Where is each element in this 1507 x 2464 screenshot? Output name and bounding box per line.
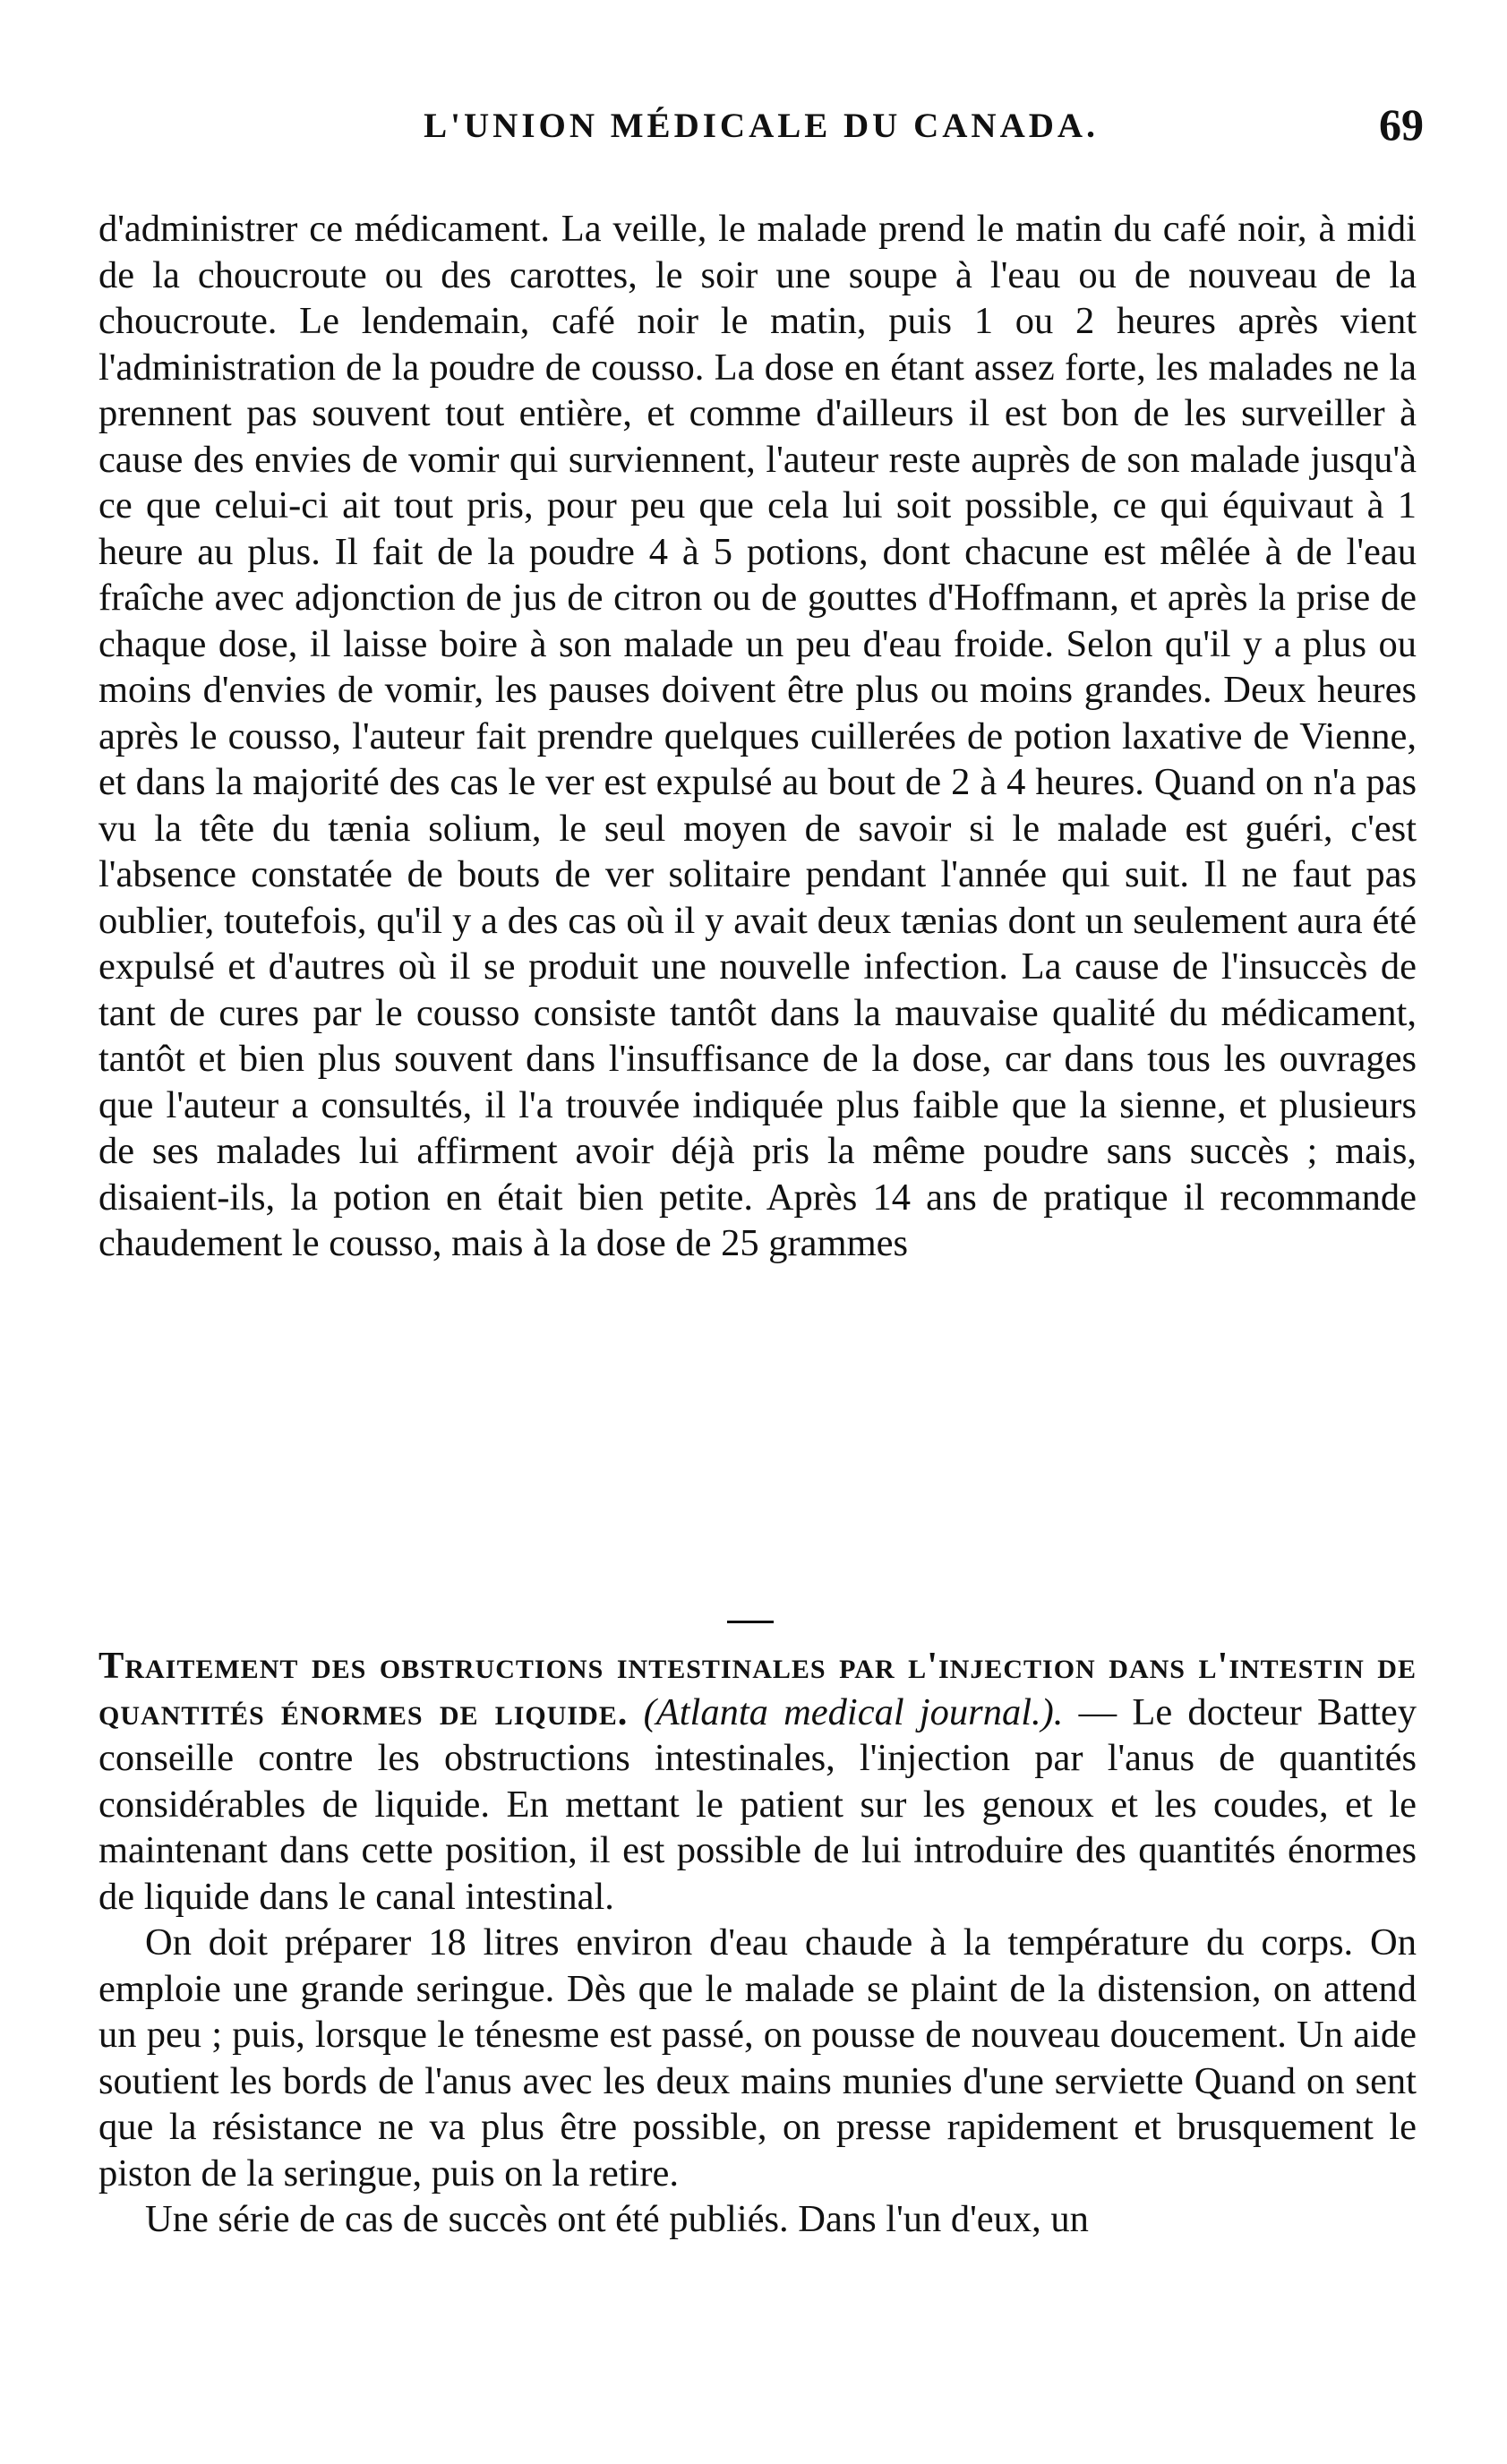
- page-header: [98, 98, 1424, 152]
- page-number: 69: [1379, 99, 1424, 150]
- section-heading: Traitement des obstructions intestinales par l'injection dans l'intestin de quantités énormes de liquide.: [98, 1645, 1417, 1733]
- section-source: (Atlanta medical journal.).: [643, 1690, 1064, 1733]
- section-intro-text: — Le docteur Battey conseille contre les obstructions intestinales, l'injection par l'anus de quantités considérables de liquide. En mettant le patient sur les genoux et les coudes, et le maintenant dans cette position, il est possible de lui introduire des quantités énormes de liquide dans le canal intestinal.: [98, 1690, 1417, 1918]
- section-divider: [727, 1621, 774, 1623]
- body-paragraph-3: Une série de cas de succès ont été publiés. Dans l'un d'eux, un: [145, 2198, 1089, 2240]
- article-section: [98, 1643, 1417, 2243]
- body-paragraph-1: d'administrer ce médicament. La veille, le malade prend le matin du café noir, à midi de la choucroute ou des carottes, le soir une soupe à l'eau ou de nouveau de la choucroute. Le lendemain, café noir le matin, puis 1 ou 2 heures après vient l'administration de la poudre de cousso. La dose en étant assez forte, les malades ne la prennent pas souvent tout entière, et comme d'ailleurs il est bon de les surveiller à cause des envies de vomir qui surviennent, l'auteur reste auprès de son malade jusqu'à ce que celui-ci ait tout pris, pour peu que cela lui soit possible, ce qui équivaut à 1 heure au plus. Il fait de la poudre 4 à 5 potions, dont chacune est mêlée à de l'eau fraîche avec adjonction de jus de citron ou de gouttes d'Hoffmann, et après la prise de chaque dose, il laisse boire à son malade un peu d'eau froide. Selon qu'il y a plus ou moins d'envies de vomir, les pauses doivent être plus ou moins grandes. Deux heures après le cousso, l'auteur fait prendre quelques cuillerées de potion laxative de Vienne, et dans la majorité des cas le ver est expulsé au bout de 2 à 4 heures. Quand on n'a pas vu la tête du tænia solium, le seul moyen de savoir si le malade est guéri, c'est l'absence constatée de bouts de ver solitaire pendant l'année qui suit. Il ne faut pas oublier, toutefois, qu'il y a des cas où il y avait deux tænias dont un seulement aura été expulsé et d'autres où il se produit une nouvelle infection. La cause de l'insuccès de tant de cures par le cousso consiste tantôt dans la mauvaise qualité du médicament, tantôt et bien plus souvent dans l'insuffisance de la dose, car dans tous les ouvrages que l'auteur a consultés, il l'a trouvée indiquée plus faible que la sienne, et plusieurs de ses malades lui affirment avoir déjà pris la même poudre sans succès ; mais, disaient-ils, la potion en était bien petite. Après 14 ans de pratique il recommande chaudement le cousso, mais à la dose de 25 grammes: [98, 208, 1417, 1264]
- body-paragraph-2: On doit préparer 18 litres environ d'eau chaude à la température du corps. On emploie une grande seringue. Dès que le malade se plaint de la distension, on attend un peu ; puis, lorsque le ténesme est passé, on pousse de nouveau doucement. Un aide soutient les bords de l'anus avec les deux mains munies d'une serviette Quand on sent que la résistance ne va plus être possible, on presse rapidement et brusquement le piston de la seringue, puis on la retire.: [98, 1921, 1417, 2194]
- section-intro-paragraph: [98, 1643, 1417, 1920]
- running-title: L'UNION MÉDICALE DU CANADA.: [424, 107, 1099, 145]
